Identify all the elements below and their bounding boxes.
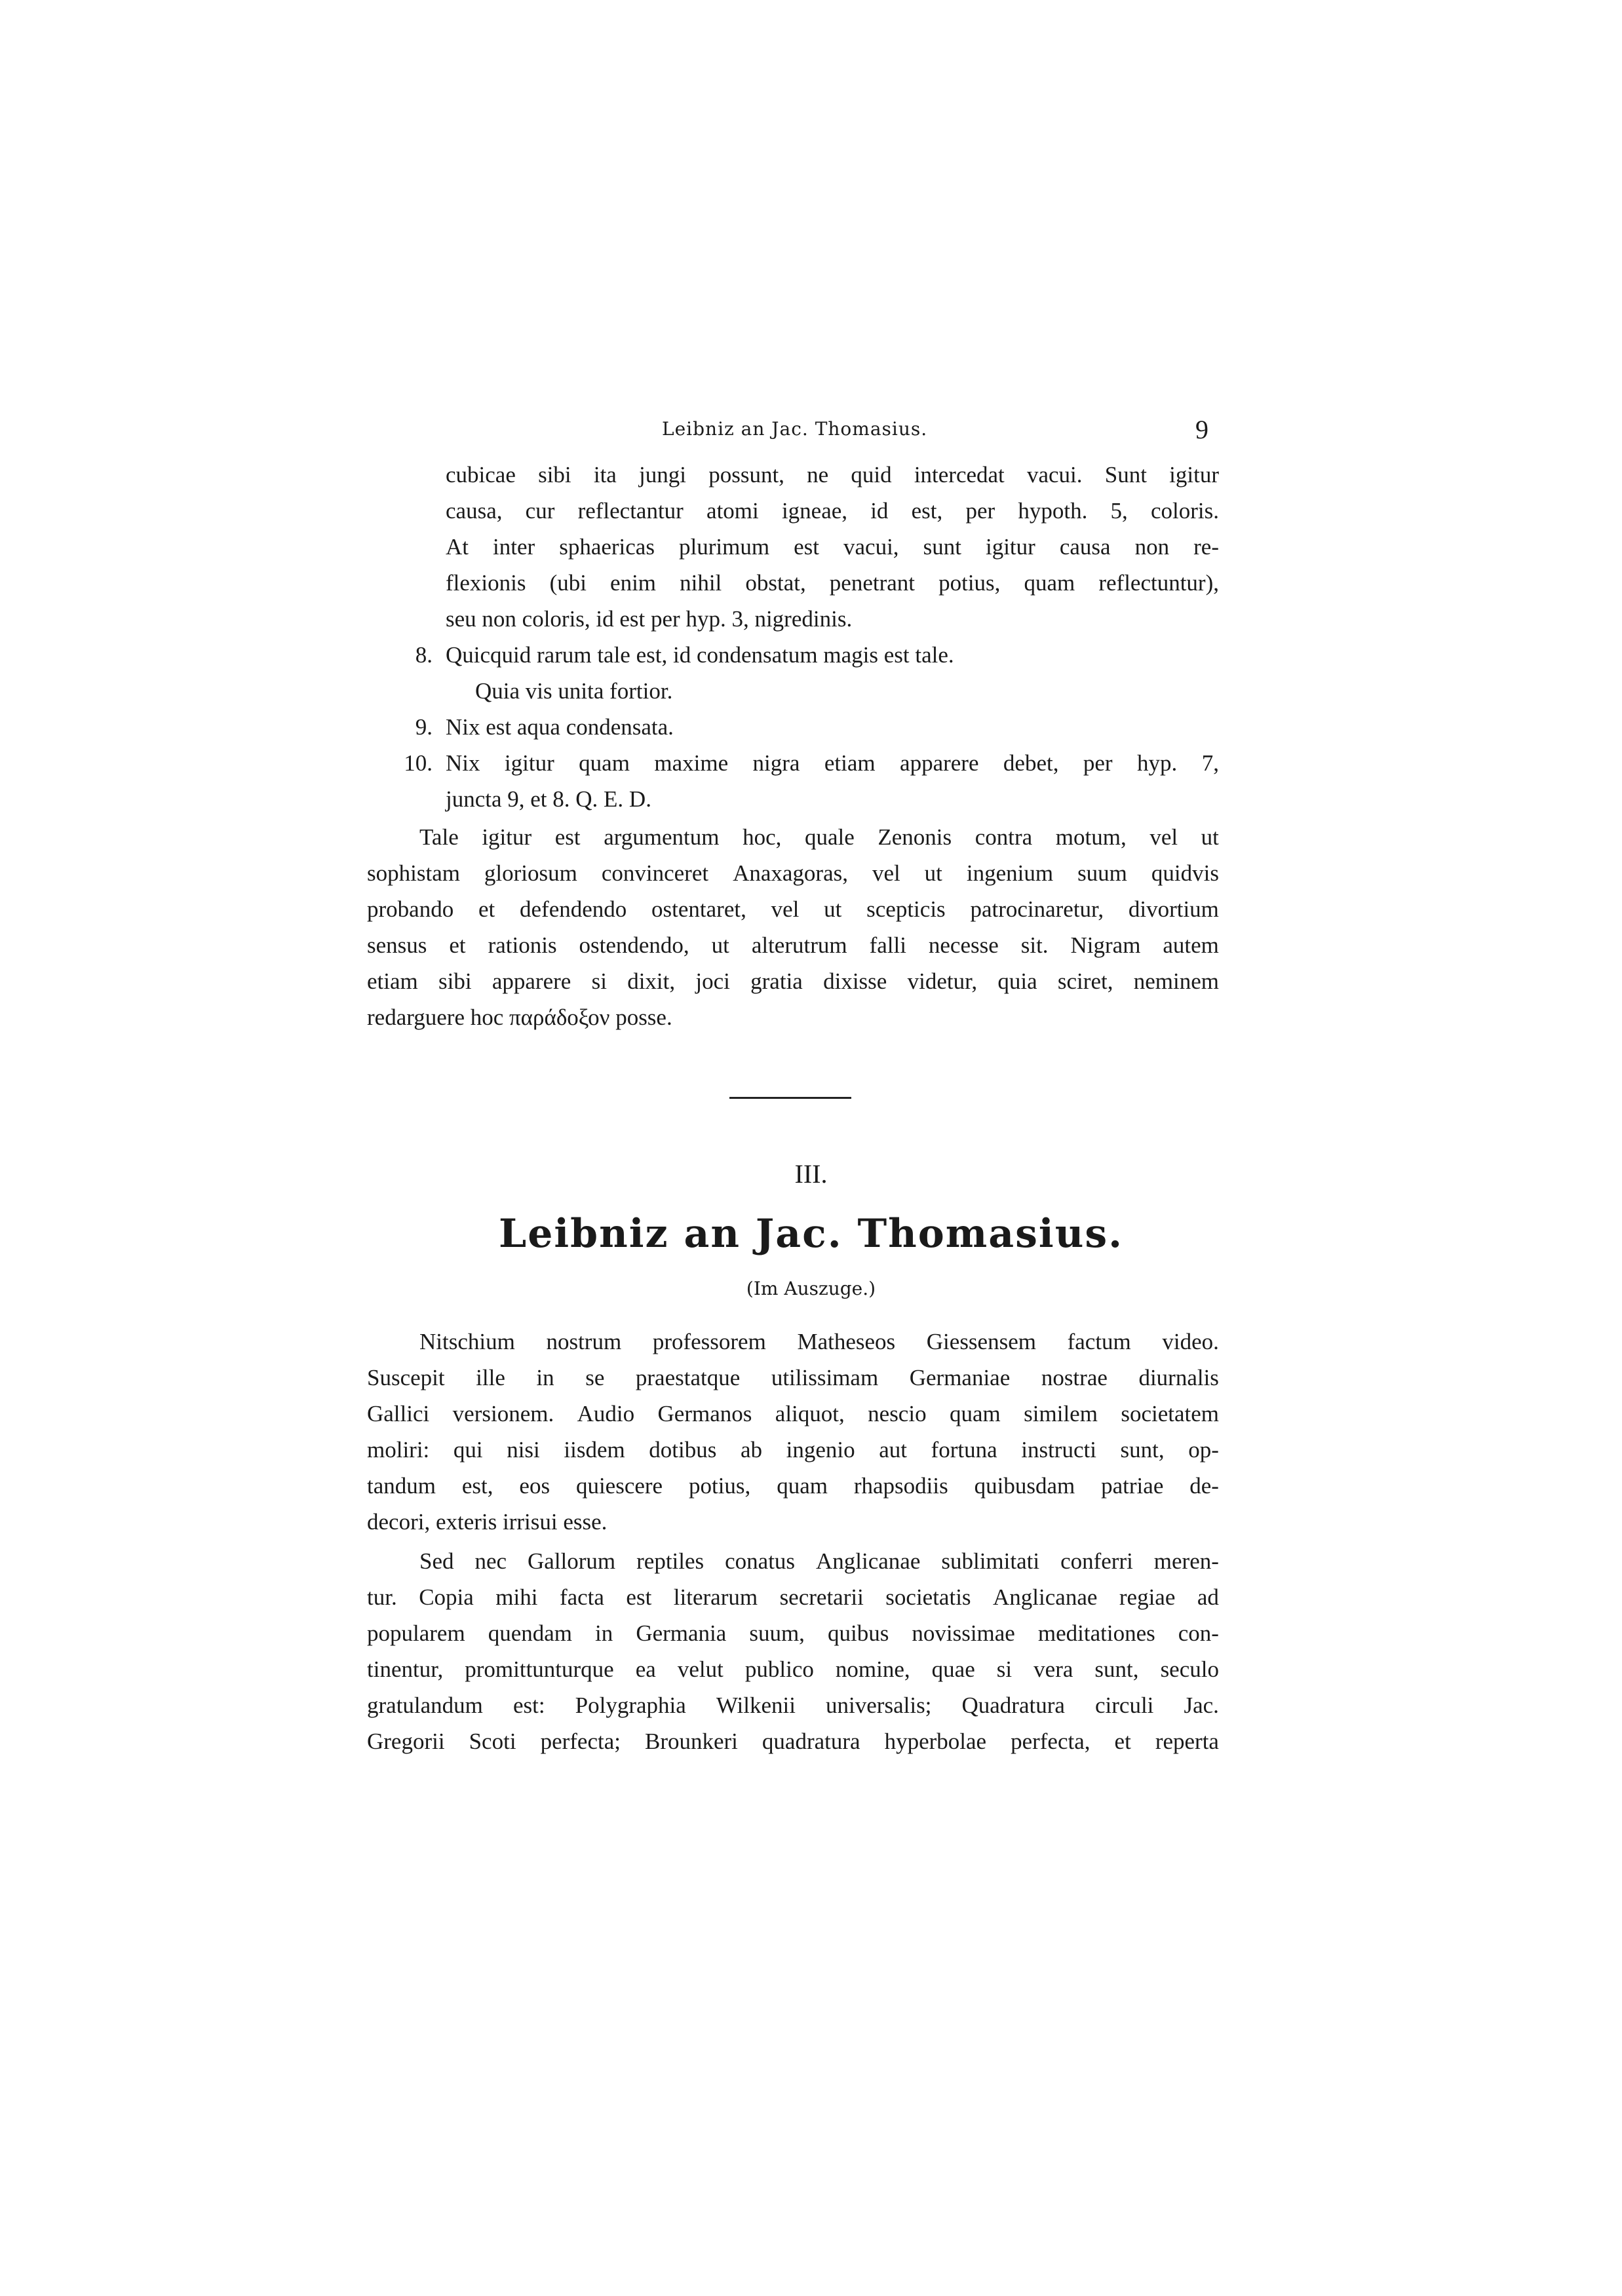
paragraph-line: tinentur, promittunturque ea velut publico nomine, quae si vera sunt, seculo [367,1656,1219,1682]
proof-line: flexionis (ubi enim nihil obstat, penetrant potius, quam reflectuntur), [446,570,1219,596]
paragraph-line: popularem quendam in Germania suum, quibus novissimae meditationes con- [367,1620,1219,1646]
paragraph-line: Suscepit ille in se praestatque utilissimam Germaniae nostrae diurnalis [367,1365,1219,1390]
paragraph-line: moliri: qui nisi iisdem dotibus ab ingenio aut fortuna instructi sunt, op- [367,1437,1219,1463]
paragraph-line: probando et defendendo ostentaret, vel ut scepticis patrocinaretur, divortium [367,896,1219,922]
section-number: III. [794,1159,828,1189]
paragraph-line: redarguere hoc παράδοξον posse. [367,1004,672,1030]
paragraph-line: sophistam gloriosum convinceret Anaxagoras, vel ut ingenium suum quidvis [367,860,1219,886]
paragraph-line: Tale igitur est argumentum hoc, quale Zenonis contra motum, vel ut [419,824,1219,850]
item-number: 10. [404,750,433,776]
item-number: 8. [415,642,433,668]
item-text: Quicquid rarum tale est, id condensatum magis est tale. [446,642,954,668]
paragraph-line: sensus et rationis ostendendo, ut alterutrum falli necesse sit. Nigram autem [367,932,1219,958]
item-text: Quia vis unita fortior. [475,678,673,704]
section-subtitle: (Im Auszuge.) [746,1278,876,1299]
paragraph-line: Gregorii Scoti perfecta; Brounkeri quadratura hyperbolae perfecta, et reperta [367,1729,1219,1754]
paragraph-line: tandum est, eos quiescere potius, quam rhapsodiis quibusdam patriae de- [367,1473,1219,1499]
item-number: 9. [415,714,433,740]
paragraph-line: Nitschium nostrum professorem Matheseos Giessensem factum video. [419,1329,1219,1354]
proof-line: cubicae sibi ita jungi possunt, ne quid intercedat vacui. Sunt igitur [446,462,1219,488]
section-title: Leibniz an Jac. Thomasius. [499,1211,1123,1257]
proof-line: seu non coloris, id est per hyp. 3, nigredinis. [446,606,853,632]
page-number: 9 [1195,415,1208,444]
paragraph-line: gratulandum est: Polygraphia Wilkenii universalis; Quadratura circuli Jac. [367,1693,1219,1718]
paragraph-line: decori, exteris irrisui esse. [367,1509,608,1535]
proof-line: At inter sphaericas plurimum est vacui, sunt igitur causa non re- [446,534,1219,560]
item-text: Nix igitur quam maxime nigra etiam apparere debet, per hyp. 7, [446,750,1219,776]
paragraph-line: Gallici versionem. Audio Germanos aliquot, nescio quam similem societatem [367,1401,1219,1426]
running-head: Leibniz an Jac. Thomasius. [662,418,928,440]
paragraph-line: etiam sibi apparere si dixit, joci gratia dixisse videtur, quia sciret, neminem [367,968,1219,994]
section-divider [729,1097,851,1099]
item-text: juncta 9, et 8. Q. E. D. [446,786,651,812]
proof-line: causa, cur reflectantur atomi igneae, id est, per hypoth. 5, coloris. [446,498,1219,524]
paragraph-line: Sed nec Gallorum reptiles conatus Anglicanae sublimitati conferri meren- [419,1548,1219,1574]
item-text: Nix est aqua condensata. [446,714,674,740]
paragraph-line: tur. Copia mihi facta est literarum secretarii societatis Anglicanae regiae ad [367,1584,1219,1610]
